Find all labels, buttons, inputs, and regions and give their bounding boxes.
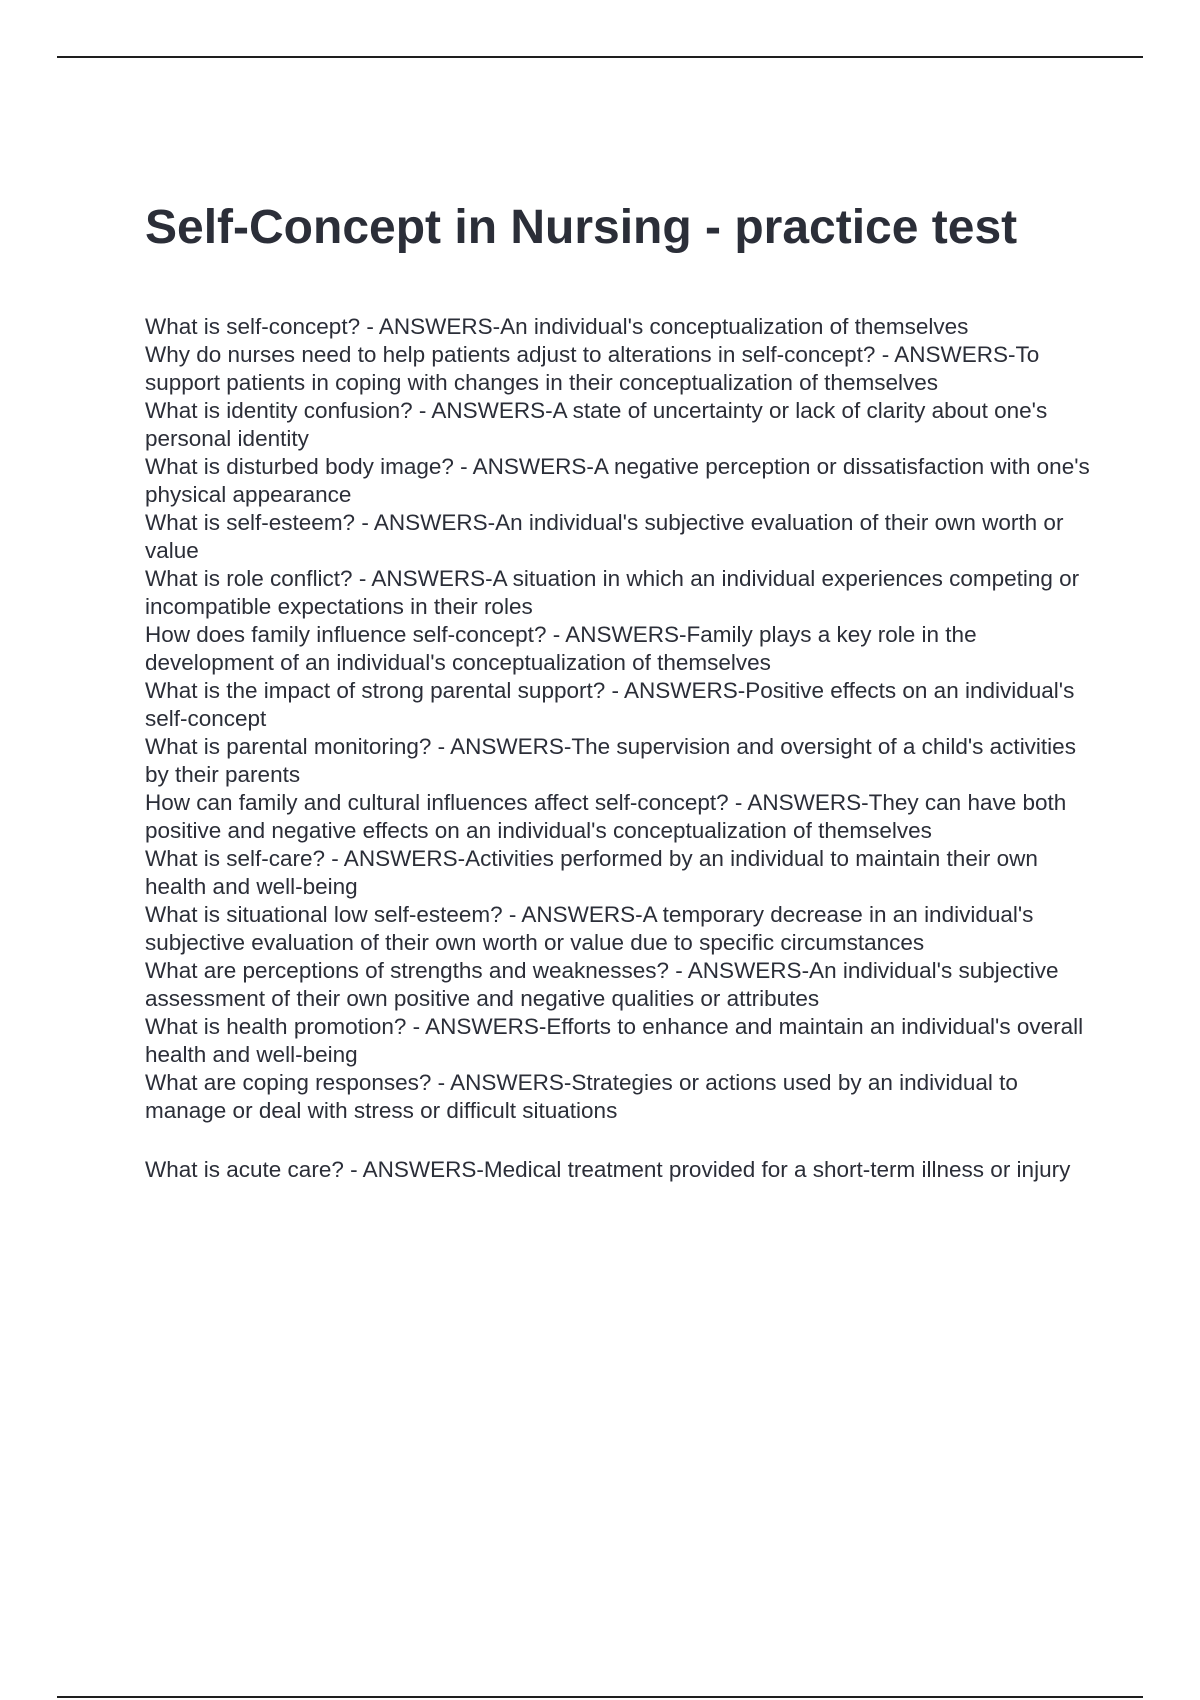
top-divider <box>57 56 1143 58</box>
qa-item: What is situational low self-esteem? - ANSWERS-A temporary decrease in an individual's subjective evaluation of their own worth or value due to specific circumstances <box>145 902 1034 955</box>
qa-item: What are perceptions of strengths and weaknesses? - ANSWERS-An individual's subjective assessment of their own positive and negative qualities or attributes <box>145 958 1059 1011</box>
qa-item: What is parental monitoring? - ANSWERS-The supervision and oversight of a child's activities by their parents <box>145 734 1076 787</box>
qa-item: What is self-esteem? - ANSWERS-An individual's subjective evaluation of their own worth or value <box>145 510 1064 563</box>
qa-item: What is health promotion? - ANSWERS-Efforts to enhance and maintain an individual's overall health and well-being <box>145 1014 1084 1067</box>
page-title: Self-Concept in Nursing - practice test <box>145 201 1018 254</box>
qa-item: How can family and cultural influences affect self-concept? - ANSWERS-They can have both positive and negative effects on an individual's conceptualization of themselves <box>145 790 1067 843</box>
qa-item: What is role conflict? - ANSWERS-A situation in which an individual experiences competing or incompatible expectations in their roles <box>145 566 1080 619</box>
qa-item: How does family influence self-concept? - ANSWERS-Family plays a key role in the development of an individual's conceptualization of themselves <box>145 622 977 675</box>
qa-item: What is the impact of strong parental support? - ANSWERS-Positive effects on an individual's self-concept <box>145 678 1075 731</box>
qa-item: What is self-care? - ANSWERS-Activities performed by an individual to maintain their own health and well-being <box>145 846 1038 899</box>
qa-item: What is self-concept? - ANSWERS-An individual's conceptualization of themselves <box>145 314 969 339</box>
qa-item: What is disturbed body image? - ANSWERS-A negative perception or dissatisfaction with one's physical appearance <box>145 454 1090 507</box>
qa-item: What is identity confusion? - ANSWERS-A state of uncertainty or lack of clarity about one's personal identity <box>145 398 1048 451</box>
qa-item: What are coping responses? - ANSWERS-Strategies or actions used by an individual to manage or deal with stress or difficult situations <box>145 1070 1018 1123</box>
bottom-divider <box>57 1696 1143 1698</box>
qa-item: What is acute care? - ANSWERS-Medical treatment provided for a short-term illness or injury <box>145 1157 1071 1182</box>
qa-list <box>145 313 1090 1190</box>
qa-item: Why do nurses need to help patients adjust to alterations in self-concept? - ANSWERS-To support patients in coping with changes in their conceptualization of themselves <box>145 342 1040 395</box>
